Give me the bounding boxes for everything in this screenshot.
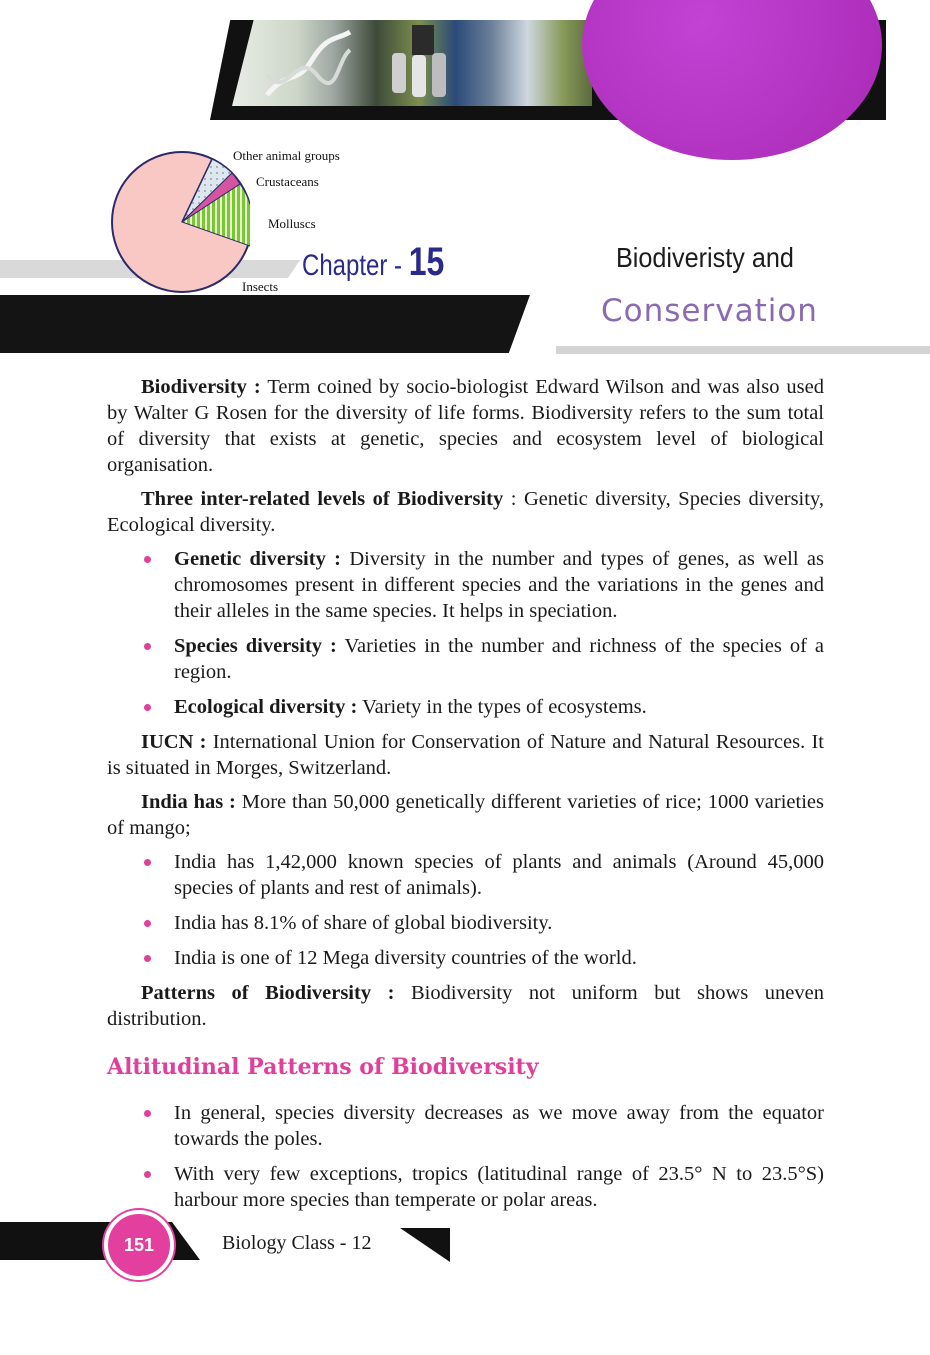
text-levels: : Genetic diversity, Species diversity, Ecological diversity. (107, 488, 824, 536)
bullet-term: Ecological diversity : (174, 696, 358, 718)
list-item: India has 1,42,000 known species of plants and animals (Around 45,000 species of plants and rest of animals). (174, 851, 824, 899)
paragraph-iucn (107, 729, 824, 781)
footer-triangle (400, 1228, 450, 1262)
section-list (107, 1100, 824, 1213)
term-biodiversity: Biodiversity : (141, 376, 261, 398)
levels-list (107, 546, 824, 720)
list-item: With very few exceptions, tropics (latitudinal range of 23.5° N to 23.5°S) harbour more species than temperate or polar areas. (174, 1163, 824, 1211)
chapter-label (302, 240, 444, 285)
section-heading: Altitudinal Patterns of Biodiversity (107, 1054, 539, 1080)
bullet-text: Varieties in the number and richness of the species of a region. (174, 635, 824, 683)
text-india: More than 50,000 genetically different varieties of rice; 1000 varieties of mango; (107, 791, 824, 839)
text-iucn: International Union for Conservation of Nature and Natural Resources. It is situated in Morges, Switzerland. (107, 731, 824, 779)
page-content (107, 374, 824, 1222)
bullet-term: Species diversity : (174, 635, 337, 657)
bullet-text: Diversity in the number and types of genes, as well as chromosomes present in different species and the variations in the genes and their alleles in the same species. It helps in speciation. (174, 548, 824, 622)
list-item (174, 694, 824, 720)
paragraph-patterns (107, 980, 824, 1032)
term-patterns: Patterns of Biodiversity : (141, 982, 395, 1004)
chapter-title-line2: Conservation (601, 293, 818, 329)
term-iucn: IUCN : (141, 731, 207, 753)
list-item: India is one of 12 Mega diversity countries of the world. (174, 945, 824, 971)
chapter-title-line1: Biodiveristy and (616, 242, 794, 273)
text-patterns: Biodiversity not uniform but shows uneven distribution. (107, 982, 824, 1030)
chapter-prefix: Chapter - (302, 249, 403, 282)
bullet-text: Variety in the types of ecosystems. (357, 696, 647, 718)
header-black-bar (0, 295, 530, 353)
paragraph-levels (107, 486, 824, 538)
title-underline (556, 346, 930, 354)
dna-helix-icon (262, 30, 352, 100)
list-item: India has 8.1% of share of global biodiversity. (174, 910, 824, 936)
list-item (174, 633, 824, 685)
footer-book-title: Biology Class - 12 (222, 1232, 372, 1254)
paragraph-biodiversity (107, 374, 824, 478)
term-india: India has : (141, 791, 236, 813)
header-photo-collage (232, 20, 592, 106)
pie-label-crustaceans: Crustaceans (256, 174, 319, 189)
paragraph-india (107, 789, 824, 841)
page-number: 151 (123, 1234, 155, 1255)
pie-label-other: Other animal groups (233, 148, 340, 163)
page-number-badge (104, 1210, 174, 1280)
list-item: In general, species diversity decreases as we move away from the equator towards the poles. (174, 1102, 824, 1150)
india-list (107, 849, 824, 971)
term-levels: Three inter-related levels of Biodiversity (141, 488, 504, 510)
bullet-term: Genetic diversity : (174, 548, 341, 570)
pie-graphic (100, 140, 250, 300)
pie-label-molluscs: Molluscs (268, 216, 316, 231)
microscope-icon (382, 25, 462, 103)
header-purple-disc (582, 0, 882, 160)
list-item (174, 546, 824, 624)
text-biodiversity: Term coined by socio-biologist Edward Wilson and was also used by Walter G Rosen for the diversity of life forms. Biodiversity refers to the sum total of diversity that exists at genetic, species and ecosystem level of biological organisation. (107, 376, 825, 476)
pie-label-insects: Insects (242, 279, 279, 294)
chapter-number: 15 (408, 240, 445, 284)
